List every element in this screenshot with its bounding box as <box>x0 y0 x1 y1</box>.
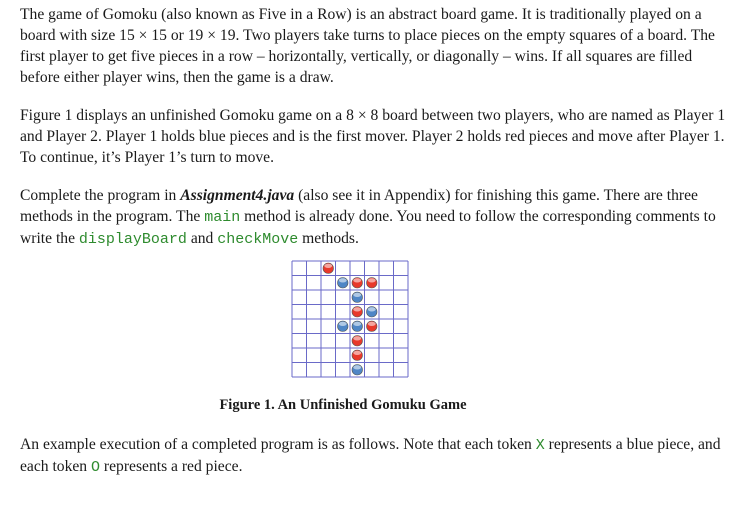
assignment-file-name: Assignment4.java <box>180 187 295 204</box>
blue-piece <box>338 278 349 289</box>
example-text-2: represents a blue piece, and each token <box>20 436 721 475</box>
red-piece <box>352 278 363 289</box>
red-piece <box>352 350 363 361</box>
red-piece <box>367 278 378 289</box>
task-paragraph <box>20 185 728 250</box>
blue-piece <box>367 307 378 318</box>
intro-paragraph: The game of Gomoku (also known as Five in a Row) is an abstract board game. It is traditionally played on a board with size 15 × 15 or 19 × 19. Two players take turns to place pieces on the empty squares of a board. The first player to get five pieces in a row – horizontally, vertically, or diagonally – wins. If all squares are filled before either player wins, then the game is a draw. <box>20 6 715 86</box>
blue-piece <box>338 321 349 332</box>
task-text-4: and <box>186 230 218 247</box>
token-o: O <box>91 459 101 476</box>
blue-piece <box>352 365 363 376</box>
gomoku-board <box>290 259 410 381</box>
task-text-3: method is already done. You need to follow the corresponding comments to write the <box>20 208 716 247</box>
red-piece <box>367 321 378 332</box>
display-board-method-code: displayBoard <box>78 231 187 248</box>
task-text-1: Complete the program in <box>20 187 181 204</box>
example-text-3: represents a red piece. <box>100 458 243 475</box>
red-piece <box>323 263 334 274</box>
token-x: X <box>535 437 545 454</box>
figure-caption: Figure 1. An Unfinished Gomuku Game <box>219 397 467 413</box>
main-method-code: main <box>204 209 241 226</box>
red-piece <box>352 336 363 347</box>
gomoku-figure <box>290 259 410 386</box>
task-text-2: (also see it in Appendix) for finishing this game. There are three methods in the program. The <box>20 187 698 225</box>
blue-piece <box>352 292 363 303</box>
figure-description-paragraph: Figure 1 displays an unfinished Gomoku game on a 8 × 8 board between two players, who are named as Player 1 and Player 2. Player 1 holds blue pieces and is the first mover. Player 2 holds red pieces and move after Player 1. To continue, it’s Player 1’s turn to move. <box>20 107 726 166</box>
red-piece <box>352 307 363 318</box>
task-text-5: methods. <box>298 230 359 247</box>
check-move-method-code: checkMove <box>217 231 299 248</box>
example-paragraph <box>20 434 728 478</box>
example-text-1: An example execution of a completed program is as follows. Note that each token <box>20 436 536 453</box>
blue-piece <box>352 321 363 332</box>
